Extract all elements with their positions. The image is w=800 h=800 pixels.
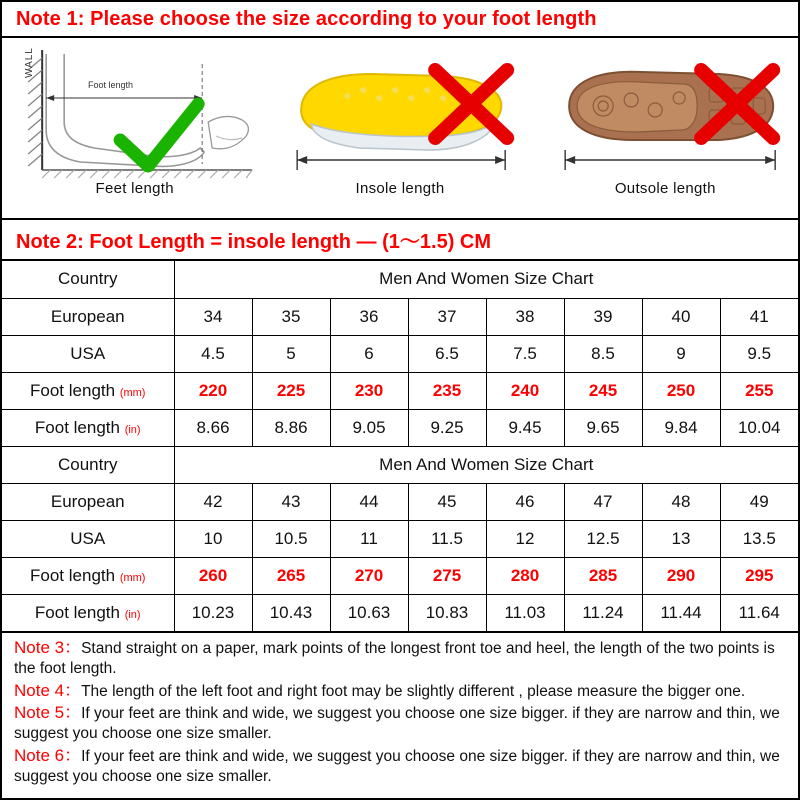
- row-label-text: Foot length: [34, 603, 120, 622]
- cell: 10.23: [174, 595, 252, 632]
- cell: 10.43: [252, 595, 330, 632]
- cell: 245: [564, 372, 642, 409]
- illustration-feet-length: [2, 38, 267, 218]
- cell: 39: [564, 298, 642, 335]
- note-4-text: The length of the left foot and right foot may be slightly different , please measure the bigger one.: [81, 682, 746, 700]
- cell: 9.25: [408, 409, 486, 446]
- table-row: [2, 409, 798, 446]
- cell: 37: [408, 298, 486, 335]
- cell: 280: [486, 558, 564, 595]
- cell: 47: [564, 484, 642, 521]
- cell: 11.24: [564, 595, 642, 632]
- cell: 41: [720, 298, 798, 335]
- cell: 13.5: [720, 521, 798, 558]
- note-4: [14, 680, 788, 702]
- cell: 45: [408, 484, 486, 521]
- cell: 295: [720, 558, 798, 595]
- cell: 46: [486, 484, 564, 521]
- cell: 12: [486, 521, 564, 558]
- table2-title-header: Men And Women Size Chart: [174, 447, 798, 484]
- cell: 9.45: [486, 409, 564, 446]
- cell: 40: [642, 298, 720, 335]
- table-row: [2, 595, 798, 632]
- wall-label: WALL: [24, 47, 35, 78]
- cell: 12.5: [564, 521, 642, 558]
- cell: 5: [252, 335, 330, 372]
- table1-row-label-footlength-mm: [2, 372, 174, 409]
- cell: 255: [720, 372, 798, 409]
- cell: 225: [252, 372, 330, 409]
- note-3-text: Stand straight on a paper, mark points of the longest front toe and heel, the length of the two points is the foot length.: [14, 640, 775, 677]
- cell: 7.5: [486, 335, 564, 372]
- foot-length-measure-label: Foot length: [88, 80, 134, 90]
- note-2-heading: Note 2: Foot Length = insole length — (1～1.5) CM: [2, 220, 798, 261]
- notes-block: [2, 632, 798, 798]
- feet-length-diagram: [2, 44, 267, 180]
- cell: 11.44: [642, 595, 720, 632]
- row-label-text: Foot length: [30, 566, 116, 585]
- cell: 10.04: [720, 409, 798, 446]
- table1-row-label-usa: USA: [2, 335, 174, 372]
- cell: 8.86: [252, 409, 330, 446]
- table1-country-header: Country: [2, 261, 174, 298]
- table2-row-label-usa: USA: [2, 521, 174, 558]
- note-4-label: Note 4：: [14, 680, 82, 700]
- cell: 11.64: [720, 595, 798, 632]
- cell: 9.84: [642, 409, 720, 446]
- table-row: [2, 558, 798, 595]
- cell: 11.03: [486, 595, 564, 632]
- cell: 275: [408, 558, 486, 595]
- table1-row-label-european: European: [2, 298, 174, 335]
- row-unit: (in): [124, 609, 141, 621]
- note-3-label: Note 3：: [14, 638, 82, 657]
- note-6: [14, 745, 788, 787]
- table-row: [2, 447, 798, 484]
- note-3: [14, 637, 788, 679]
- cell: 10.83: [408, 595, 486, 632]
- cell: 11: [330, 521, 408, 558]
- cell: 11.5: [408, 521, 486, 558]
- cell: 44: [330, 484, 408, 521]
- cell: 235: [408, 372, 486, 409]
- insole-diagram: [267, 44, 532, 180]
- table1-title-header: Men And Women Size Chart: [174, 261, 798, 298]
- cell: 49: [720, 484, 798, 521]
- table-row: [2, 521, 798, 558]
- cell: 9.65: [564, 409, 642, 446]
- note-6-text: If your feet are think and wide, we suggest you choose one size bigger. if they are narrow and thin, we suggest you choose one size smaller.: [14, 748, 780, 785]
- table2-row-label-european: European: [2, 484, 174, 521]
- note-5: [14, 702, 788, 744]
- table2-row-label-footlength-mm: [2, 558, 174, 595]
- cell: 8.66: [174, 409, 252, 446]
- note-1-heading: Note 1: Please choose the size according to your foot length: [2, 2, 798, 38]
- insole-length-caption: Insole length: [355, 180, 445, 197]
- size-table-2: [2, 447, 798, 633]
- cell: 230: [330, 372, 408, 409]
- cell: 240: [486, 372, 564, 409]
- size-table-1: [2, 261, 798, 447]
- note-5-label: Note 5：: [14, 703, 82, 723]
- cell: 34: [174, 298, 252, 335]
- note-6-label: Note 6：: [14, 746, 82, 766]
- cell: 290: [642, 558, 720, 595]
- cell: 10: [174, 521, 252, 558]
- cell: 270: [330, 558, 408, 595]
- row-label-text: Foot length: [34, 417, 120, 437]
- table-row: [2, 484, 798, 521]
- illustration-row: [2, 38, 798, 220]
- cell: 6.5: [408, 335, 486, 372]
- cell: 48: [642, 484, 720, 521]
- table1-row-label-footlength-in: [2, 409, 174, 446]
- cell: 285: [564, 558, 642, 595]
- cell: 250: [642, 372, 720, 409]
- table2-row-label-footlength-in: [2, 595, 174, 632]
- cell: 265: [252, 558, 330, 595]
- row-label-text: Foot length: [30, 380, 116, 400]
- table2-country-header: Country: [2, 447, 174, 484]
- illustration-insole-length: [267, 38, 532, 218]
- cell: 6: [330, 335, 408, 372]
- row-unit: (mm): [119, 386, 146, 399]
- outsole-diagram: [533, 44, 798, 180]
- table-row: [2, 298, 798, 335]
- outsole-length-caption: Outsole length: [614, 180, 716, 197]
- cell: 9: [642, 335, 720, 372]
- cell: 43: [252, 484, 330, 521]
- illustration-outsole-length: [533, 38, 798, 218]
- row-unit: (in): [124, 423, 141, 436]
- cell: 9.05: [330, 409, 408, 446]
- cell: 35: [252, 298, 330, 335]
- cell: 42: [174, 484, 252, 521]
- table-row: [2, 335, 798, 372]
- table-row: [2, 261, 798, 298]
- table-row: [2, 372, 798, 409]
- cell: 38: [486, 298, 564, 335]
- cell: 36: [330, 298, 408, 335]
- row-unit: (mm): [119, 572, 146, 584]
- cell: 10.5: [252, 521, 330, 558]
- feet-length-caption: Feet length: [95, 180, 174, 197]
- cell: 260: [174, 558, 252, 595]
- cell: 8.5: [564, 335, 642, 372]
- note-5-text: If your feet are think and wide, we suggest you choose one size bigger. if they are narrow and thin, we suggest you choose one size smaller.: [14, 705, 780, 743]
- cell: 13: [642, 521, 720, 558]
- cell: 9.5: [720, 335, 798, 372]
- cell: 10.63: [330, 595, 408, 632]
- cell: 4.5: [174, 335, 252, 372]
- cell: 220: [174, 372, 252, 409]
